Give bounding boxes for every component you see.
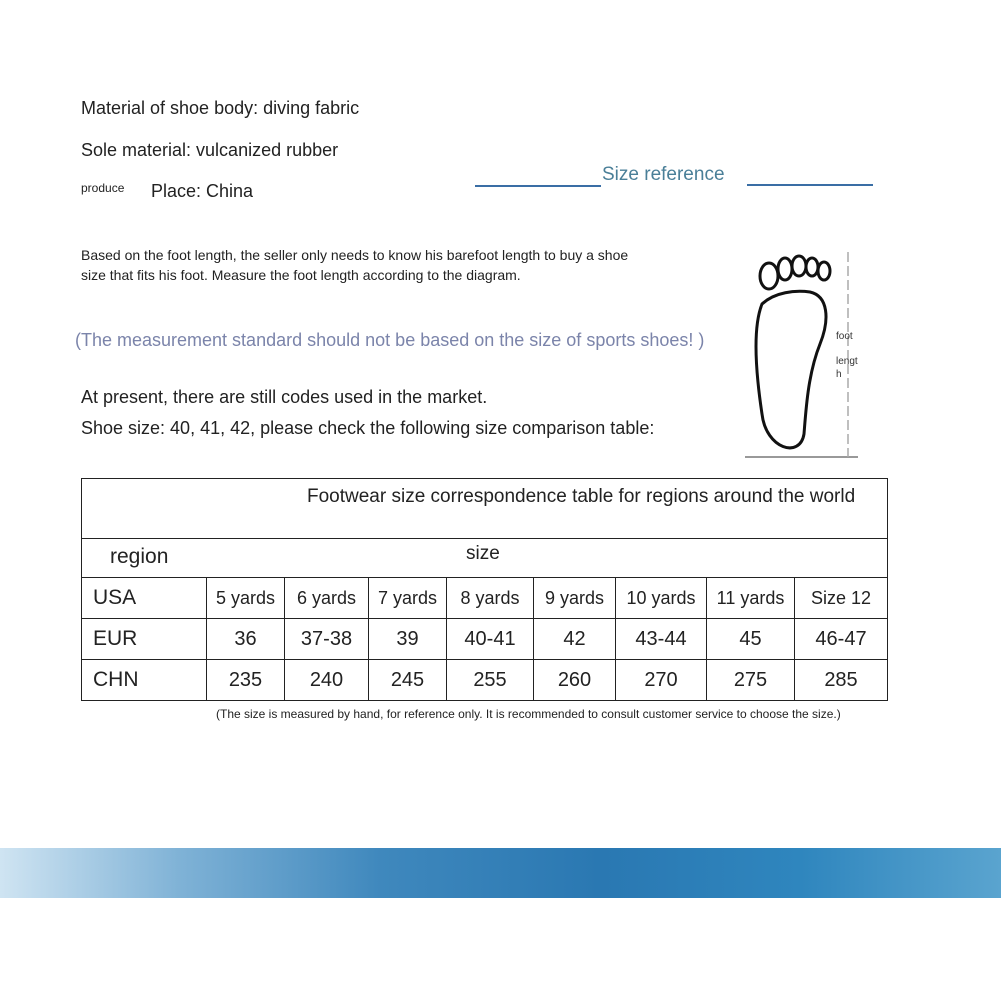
- region-header: region: [110, 545, 169, 568]
- size-cell: 270: [616, 660, 707, 701]
- size-reference-rule-left: [475, 185, 601, 187]
- size-cell: 42: [534, 619, 616, 660]
- size-cell: 245: [369, 660, 447, 701]
- size-cell: 275: [707, 660, 795, 701]
- region-cell: EUR: [82, 619, 207, 660]
- size-cell: 255: [447, 660, 534, 701]
- size-cell: 45: [707, 619, 795, 660]
- size-cell: 11 yards: [707, 578, 795, 619]
- place-text: Place: China: [151, 181, 254, 201]
- toe-icon: [806, 258, 818, 276]
- table-row-usa: [82, 578, 888, 619]
- size-reference-rule-right: [747, 184, 873, 186]
- size-cell: 240: [285, 660, 369, 701]
- produce-label: produce: [81, 181, 125, 195]
- big-toe-icon: [760, 263, 778, 289]
- size-cell: 8 yards: [447, 578, 534, 619]
- size-cell: 36: [207, 619, 285, 660]
- size-cell: 40-41: [447, 619, 534, 660]
- foot-outline-diagram: [740, 244, 865, 464]
- size-cell: 10 yards: [616, 578, 707, 619]
- size-correspondence-table: [81, 478, 888, 701]
- table-title: Footwear size correspondence table for regions around the world: [82, 479, 888, 539]
- decorative-blue-band: [0, 848, 1001, 898]
- size-cell: 5 yards: [207, 578, 285, 619]
- size-cell: 9 yards: [534, 578, 616, 619]
- size-cell: 285: [795, 660, 888, 701]
- toe-icon: [818, 262, 830, 280]
- toe-icon: [792, 256, 806, 276]
- table-header-row: [82, 539, 888, 578]
- measurement-note: (The measurement standard should not be based on the size of sports shoes! ): [75, 330, 705, 350]
- foot-length-label-2: lengt: [836, 356, 858, 367]
- sole-material-text: Sole material: vulcanized rubber: [81, 140, 339, 160]
- region-cell: CHN: [82, 660, 207, 701]
- market-line-2: Shoe size: 40, 41, 42, please check the following size comparison table:: [81, 418, 655, 438]
- size-cell: 39: [369, 619, 447, 660]
- size-cell: 7 yards: [369, 578, 447, 619]
- table-row-chn: [82, 660, 888, 701]
- size-cell: 43-44: [616, 619, 707, 660]
- region-cell: USA: [82, 578, 207, 619]
- foot-sole-icon: [756, 291, 826, 448]
- table-footnote: (The size is measured by hand, for reference only. It is recommended to consult customer service to choose the size.): [216, 707, 841, 721]
- size-cell: 6 yards: [285, 578, 369, 619]
- foot-length-label-3: h: [836, 369, 842, 380]
- size-cell: Size 12: [795, 578, 888, 619]
- size-reference-heading: Size reference: [602, 164, 725, 185]
- size-cell: 37-38: [285, 619, 369, 660]
- toe-icon: [778, 258, 792, 280]
- market-line-1: At present, there are still codes used in the market.: [81, 387, 488, 407]
- table-row-eur: [82, 619, 888, 660]
- size-cell: 235: [207, 660, 285, 701]
- size-cell: 46-47: [795, 619, 888, 660]
- size-header: size: [466, 543, 500, 564]
- foot-length-label-1: foot: [836, 331, 853, 342]
- size-cell: 260: [534, 660, 616, 701]
- body-material-text: Material of shoe body: diving fabric: [81, 98, 360, 118]
- instructions-paragraph: Based on the foot length, the seller only needs to know his barefoot length to buy a shoe size that fits his foot. Measure the foot length according to the diagram.: [81, 247, 629, 283]
